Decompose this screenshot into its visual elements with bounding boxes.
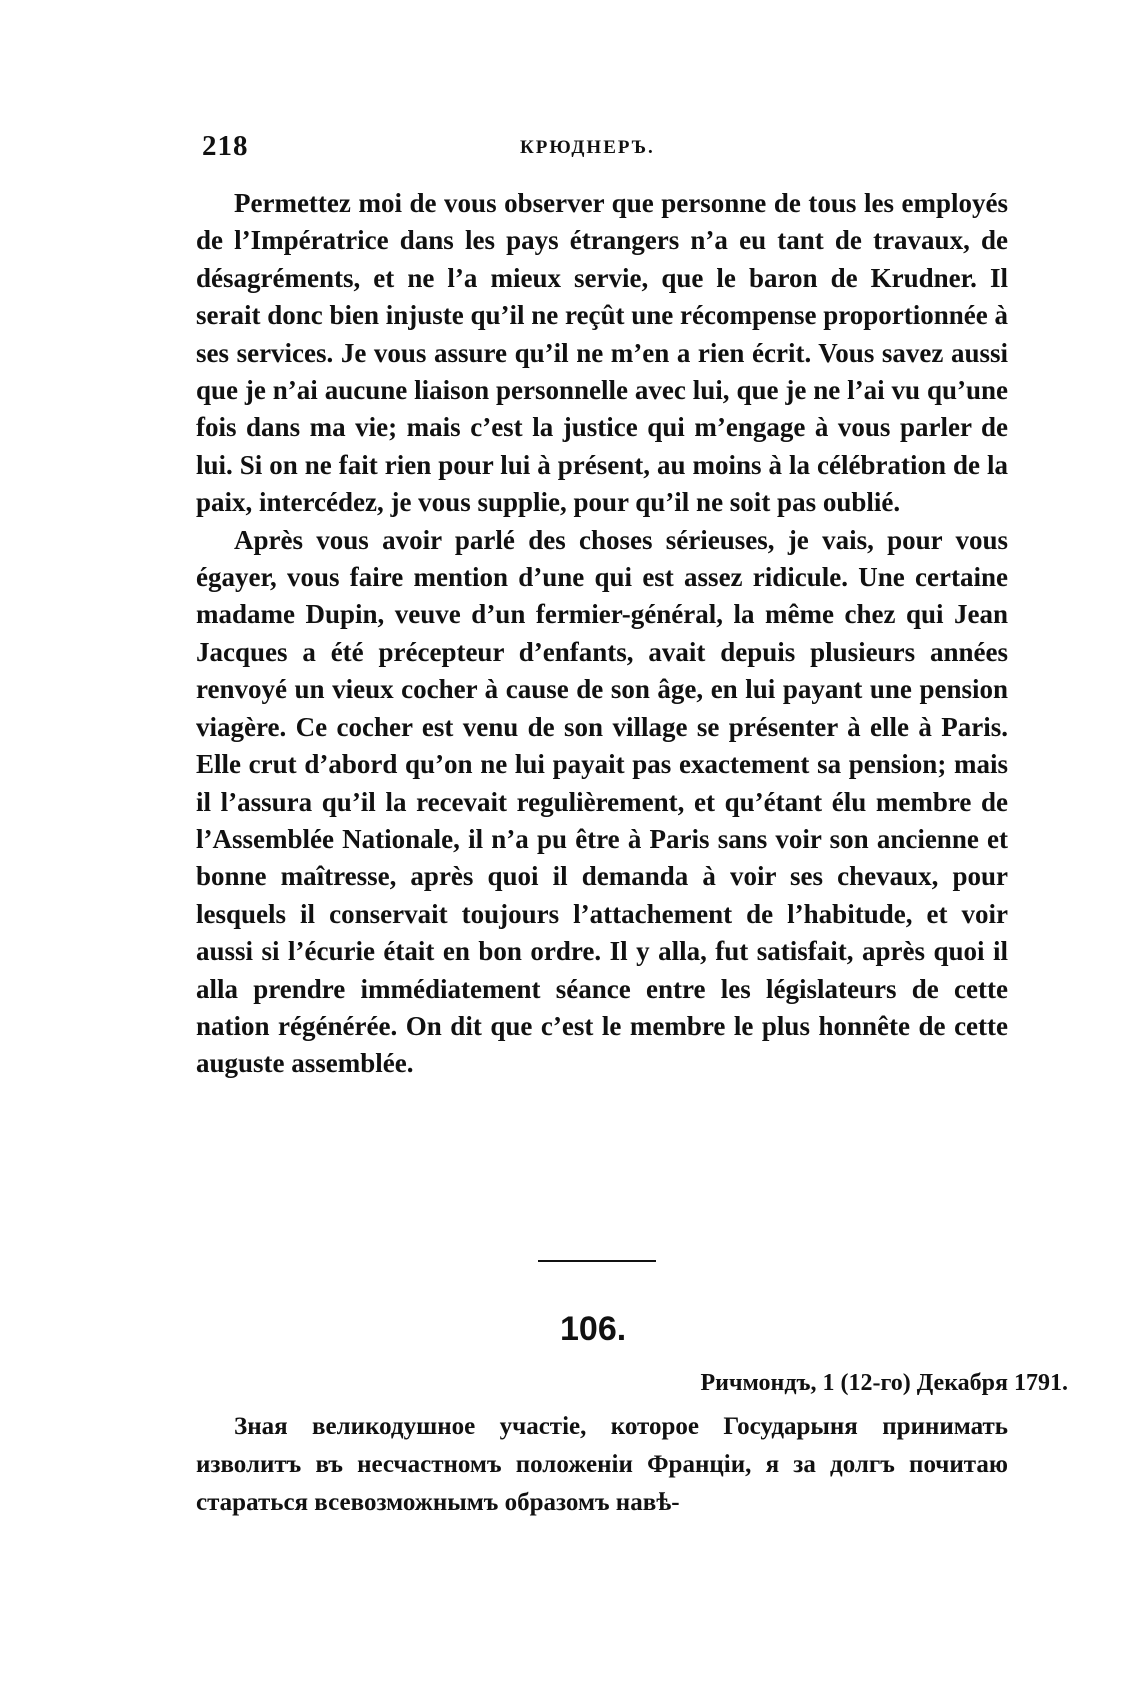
page-number: 218	[202, 130, 249, 162]
section-divider	[538, 1260, 656, 1262]
paragraph-2: Après vous avoir parlé des choses sérieuses, je vais, pour vous égayer, vous faire mention d’une qui est assez ridicule. Une certaine madame Dupin, veuve d’un fermier-général, la même chez qui Jean Jacques a été précepteur d’enfants, avait depuis plusieurs années renvoyé un vieux cocher à cause de son âge, en lui payant une pension viagère. Ce cocher est venu de son village se présenter à elle à Paris. Elle crut d’abord qu’on ne lui payait pas exactement sa pension; mais il l’assura qu’il la recevait regulièrement, et qu’étant élu membre de l’Assemblée Nationale, il n’a pu être à Paris sans voir son ancienne et bonne maîtresse, après quoi il demanda à voir ses chevaux, pour lesquels il conservait toujours l’attachement de l’habitude, et voir aussi si l’écurie était en bon ordre. Il y alla, fut satisfait, après quoi il alla prendre immédiatement séance entre les législateurs de cette nation régénérée. On dit que c’est le membre le plus honnête de cette auguste assemblée.	[196, 524, 1008, 1079]
russian-paragraph: Зная великодушное участіе, которое Государыня принимать изволитъ въ несчастномъ положеніи Франціи, я за долгъ почитаю стараться всевозможнымъ образомъ навѣ-	[196, 1413, 1008, 1516]
page-header	[202, 130, 1008, 170]
letter-dateline: Ричмондъ, 1 (12-го) Декабря 1791.	[700, 1370, 1068, 1396]
french-letter-text	[196, 185, 1008, 1083]
running-head: КРЮДНЕРЪ.	[520, 137, 655, 158]
letter-number: 106.	[560, 1310, 627, 1348]
russian-letter-text	[196, 1408, 1008, 1522]
paragraph-1: Permettez moi de vous observer que personne de tous les employés de l’Impératrice dans les pays étrangers n’a eu tant de travaux, de désagréments, et ne l’a mieux servie, que le baron de Krudner. Il serait donc bien injuste qu’il ne reçût une récompense proportionnée à ses services. Je vous assure qu’il ne m’en a rien écrit. Vous savez aussi que je n’ai aucune liaison personnelle avec lui, que je ne l’ai vu qu’une fois dans ma vie; mais c’est la justice qui m’engage à vous parler de lui. Si on ne fait rien pour lui à présent, au moins à la célébration de la paix, intercédez, je vous supplie, pour qu’il ne soit pas oublié.	[196, 188, 1008, 518]
